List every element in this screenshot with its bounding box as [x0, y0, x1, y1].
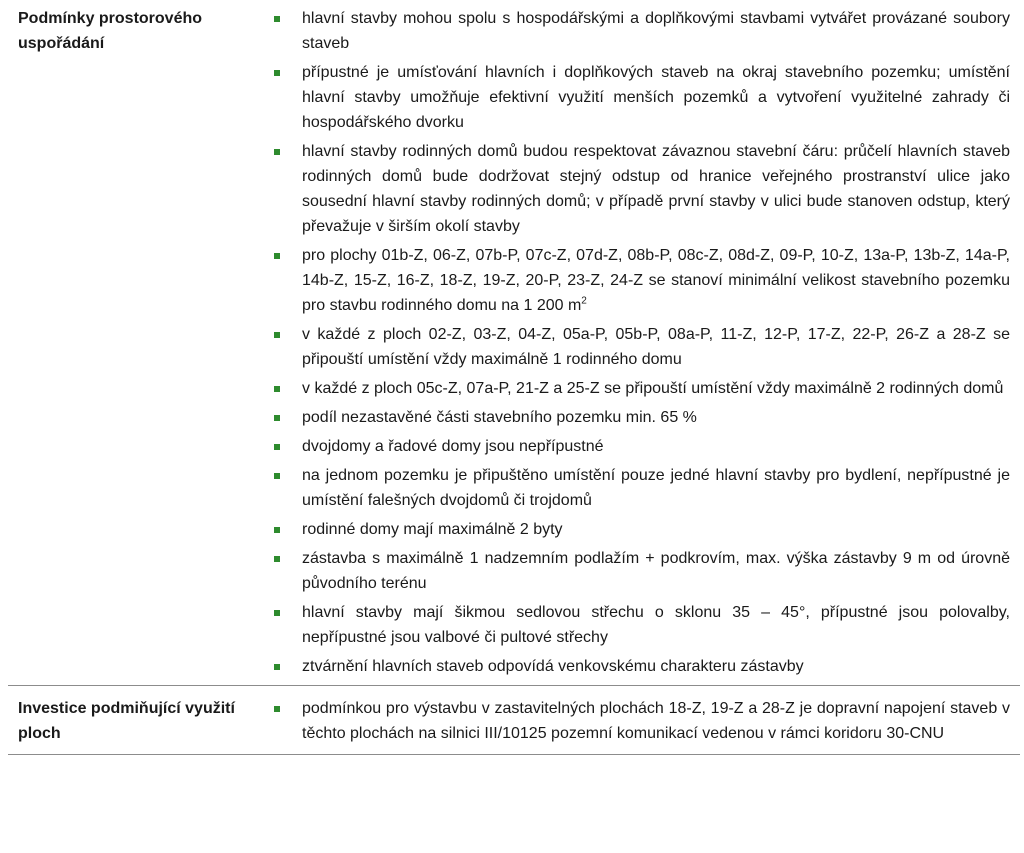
list-item: [264, 322, 1020, 372]
square-bullet-icon: [264, 546, 302, 596]
list-item: [264, 60, 1020, 135]
list-item: [264, 517, 1020, 542]
square-bullet-icon: [264, 6, 302, 56]
list-item-text: dvojdomy a řadové domy jsou nepřípustné: [302, 438, 604, 455]
table-row-investment-conditions: [8, 686, 1020, 755]
list-item-text: zástavba s maximálně 1 nadzemním podlažím + podkrovím, max. výška zástavby 9 m od úrovně původního terénu: [302, 550, 1010, 592]
conditions-table: [8, 0, 1020, 755]
list-item-text-with-sup: [302, 243, 1020, 318]
row-label: Investice podmiňující využití ploch: [18, 700, 235, 742]
list-item: [264, 139, 1020, 239]
square-bullet-icon: [264, 243, 302, 318]
list-item: [264, 6, 1020, 56]
list-item: [264, 376, 1020, 401]
list-item: [264, 243, 1020, 318]
square-bullet-icon: [264, 376, 302, 401]
list-item-text: na jednom pozemku je připuštěno umístění pouze jedné hlavní stavby pro bydlení, nepřípustné je umístění falešných dvojdomů či trojdomů: [302, 467, 1010, 509]
list-item-text: ztvárnění hlavních staveb odpovídá venkovskému charakteru zástavby: [302, 658, 804, 675]
list-item-text: hlavní stavby mají šikmou sedlovou střechu o sklonu 35 – 45°, přípustné jsou polovalby, nepřípustné jsou valbové či pultové střechy: [302, 604, 1010, 646]
list-item-text: v každé z ploch 02-Z, 03-Z, 04-Z, 05a-P, 05b-P, 08a-P, 11-Z, 12-P, 17-Z, 22-P, 26-Z a 28-Z se připouští umístění vždy maximálně 1 rodinného domu: [302, 326, 1010, 368]
square-bullet-icon: [264, 517, 302, 542]
bullet-list: [264, 696, 1020, 746]
bullet-list: [264, 6, 1020, 679]
list-item-text: podíl nezastavěné části stavebního pozemku min. 65 %: [302, 409, 697, 426]
list-item: [264, 546, 1020, 596]
list-item-text: hlavní stavby rodinných domů budou respektovat závaznou stavební čáru: průčelí hlavních staveb rodinných domů bude dodržovat stejný odstup od hranice veřejného prostranství ulice jako sousední hlavní stavby rodinných domů; v případě první stavby v ulici bude stanoven odstup, který převažuje v širším okolí stavby: [302, 143, 1010, 235]
list-item: [264, 434, 1020, 459]
square-bullet-icon: [264, 139, 302, 239]
square-bullet-icon: [264, 434, 302, 459]
list-item-text: pro plochy 01b-Z, 06-Z, 07b-P, 07c-Z, 07d-Z, 08b-P, 08c-Z, 08d-Z, 09-P, 10-Z, 13a-P, 13b-Z, 14a-P, 14b-Z, 15-Z, 16-Z, 18-Z, 19-Z, 20-P, 23-Z, 24-Z se stanoví minimální velikost stavebního pozemku pro stavbu rodinného domu na 1 200 m: [302, 247, 1010, 314]
list-item: [264, 405, 1020, 430]
square-bullet-icon: [264, 654, 302, 679]
table-row-spatial-conditions: [8, 0, 1020, 686]
list-item: [264, 600, 1020, 650]
square-bullet-icon: [264, 600, 302, 650]
square-bullet-icon: [264, 322, 302, 372]
list-item: [264, 463, 1020, 513]
list-item-text: rodinné domy mají maximálně 2 byty: [302, 521, 563, 538]
row-label: Podmínky prostorového uspořádání: [18, 10, 203, 52]
list-item-text: hlavní stavby mohou spolu s hospodářskými a doplňkovými stavbami vytvářet provázané soubory staveb: [302, 10, 1010, 52]
list-item-text: podmínkou pro výstavbu v zastavitelných plochách 18-Z, 19-Z a 28-Z je dopravní napojení staveb v těchto plochách na silnici III/10125 pozemní komunikací vedenou v rámci koridoru 30-CNU: [302, 700, 1010, 742]
square-bullet-icon: [264, 463, 302, 513]
square-bullet-icon: [264, 405, 302, 430]
list-item: [264, 696, 1020, 746]
list-item-text: přípustné je umísťování hlavních i doplňkových staveb na okraj stavebního pozemku; umístění hlavní stavby umožňuje efektivní využití menších pozemků a vytvoření využitelné zahrady či hospodářského dvorku: [302, 64, 1010, 131]
list-item: [264, 654, 1020, 679]
square-bullet-icon: [264, 696, 302, 746]
square-bullet-icon: [264, 60, 302, 135]
list-item-text: v každé z ploch 05c-Z, 07a-P, 21-Z a 25-Z se připouští umístění vždy maximálně 2 rodinných domů: [302, 380, 1004, 397]
superscript: 2: [581, 295, 587, 307]
